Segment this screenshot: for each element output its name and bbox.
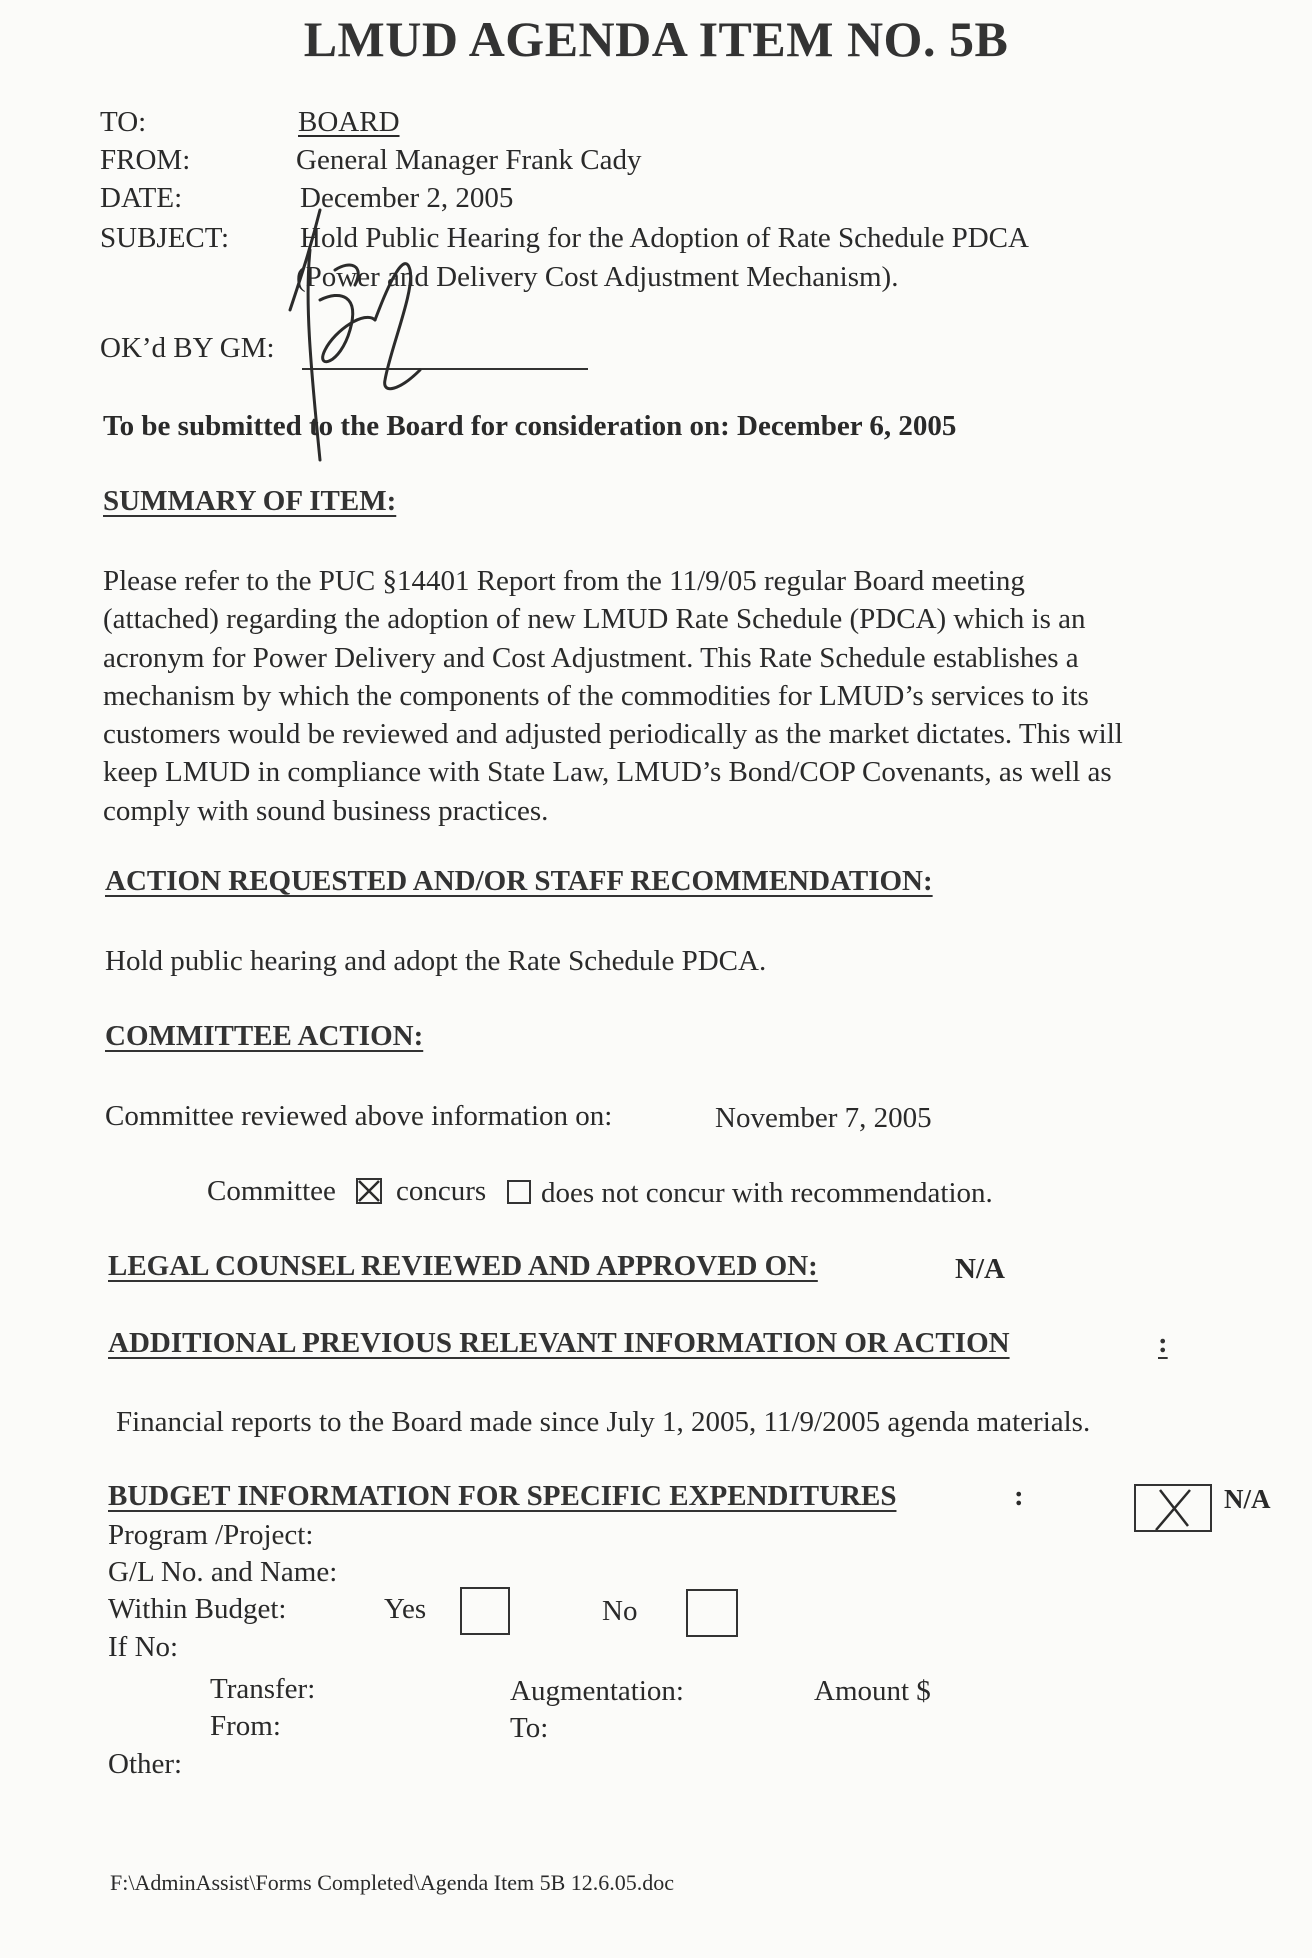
summary-line: Please refer to the PUC §14401 Report from the 11/9/05 regular Board meeting xyxy=(103,565,1025,597)
budget-na-label: N/A xyxy=(1224,1484,1271,1514)
augmentation-label: Augmentation: xyxy=(510,1675,684,1707)
to-value: BOARD xyxy=(298,106,400,138)
footer-file-path: F:\AdminAssist\Forms Completed\Agenda Item 5B 12.6.05.doc xyxy=(110,1870,675,1895)
legal-value: N/A xyxy=(955,1253,1005,1285)
subject-label: SUBJECT: xyxy=(100,222,230,254)
does-not-concur-checkbox[interactable] xyxy=(507,1180,531,1204)
page-title: LMUD AGENDA ITEM NO. 5B xyxy=(303,11,1009,67)
summary-heading: SUMMARY OF ITEM: xyxy=(103,485,397,517)
submitted-line: To be submitted to the Board for consideration on: December 6, 2005 xyxy=(103,410,957,442)
transfer-from-label: From: xyxy=(210,1710,281,1742)
concurs-label: concurs xyxy=(396,1175,487,1207)
date-value: December 2, 2005 xyxy=(300,182,514,214)
summary-line: (attached) regarding the adoption of new LMUD Rate Schedule (PDCA) which is an xyxy=(103,603,1086,636)
budget-heading-colon: : xyxy=(1014,1480,1024,1512)
x-mark-icon xyxy=(358,1180,380,1202)
additional-text: Financial reports to the Board made since July 1, 2005, 11/9/2005 agenda materials. xyxy=(116,1406,1091,1438)
from-value: General Manager Frank Cady xyxy=(296,144,642,176)
summary-line: customers would be reviewed and adjusted periodically as the market dictates. This will xyxy=(103,718,1123,751)
within-budget-yes-checkbox[interactable] xyxy=(460,1587,510,1635)
augmentation-to-label: To: xyxy=(510,1712,549,1744)
subject-line-1: Hold Public Hearing for the Adoption of Rate Schedule PDCA xyxy=(300,222,1029,254)
okd-by-gm-label: OK’d BY GM: xyxy=(100,332,275,364)
committee-heading: COMMITTEE ACTION: xyxy=(105,1020,424,1052)
amount-label: Amount $ xyxy=(814,1675,931,1707)
x-mark-icon xyxy=(1136,1486,1210,1530)
committee-reviewed-label: Committee reviewed above information on: xyxy=(105,1100,613,1132)
budget-na-checkbox[interactable] xyxy=(1134,1484,1212,1532)
summary-line: keep LMUD in compliance with State Law, LMUD’s Bond/COP Covenants, as well as xyxy=(103,756,1112,789)
summary-line: mechanism by which the components of the commodities for LMUD’s services to its xyxy=(103,679,1089,712)
to-label: TO: xyxy=(100,106,147,138)
budget-heading: BUDGET INFORMATION FOR SPECIFIC EXPENDITURES xyxy=(108,1480,897,1512)
gl-number-label: G/L No. and Name: xyxy=(108,1556,338,1588)
if-no-label: If No: xyxy=(108,1631,179,1663)
legal-heading: LEGAL COUNSEL REVIEWED AND APPROVED ON: xyxy=(108,1250,818,1282)
action-heading: ACTION REQUESTED AND/OR STAFF RECOMMENDATION: xyxy=(105,865,933,897)
program-project-label: Program /Project: xyxy=(108,1519,314,1551)
within-budget-label: Within Budget: xyxy=(108,1593,287,1625)
concurs-checkbox[interactable] xyxy=(356,1178,382,1204)
summary-line: acronym for Power Delivery and Cost Adjustment. This Rate Schedule establishes a xyxy=(103,641,1079,674)
date-label: DATE: xyxy=(100,182,183,214)
additional-heading: ADDITIONAL PREVIOUS RELEVANT INFORMATION OR ACTION xyxy=(108,1327,1010,1359)
additional-heading-colon: : xyxy=(1158,1327,1168,1359)
committee-prefix: Committee xyxy=(207,1175,336,1207)
other-label: Other: xyxy=(108,1748,183,1780)
yes-label: Yes xyxy=(384,1593,427,1625)
within-budget-no-checkbox[interactable] xyxy=(686,1589,738,1637)
no-label: No xyxy=(602,1595,638,1627)
subject-line-2: (Power and Delivery Cost Adjustment Mechanism). xyxy=(296,261,899,293)
action-text: Hold public hearing and adopt the Rate Schedule PDCA. xyxy=(105,945,767,977)
summary-line: comply with sound business practices. xyxy=(103,794,549,827)
from-label: FROM: xyxy=(100,144,191,176)
does-not-concur-label: does not concur with recommendation. xyxy=(541,1177,993,1209)
committee-reviewed-date: November 7, 2005 xyxy=(715,1102,932,1134)
transfer-label: Transfer: xyxy=(210,1673,316,1705)
summary-paragraph xyxy=(103,562,1303,830)
